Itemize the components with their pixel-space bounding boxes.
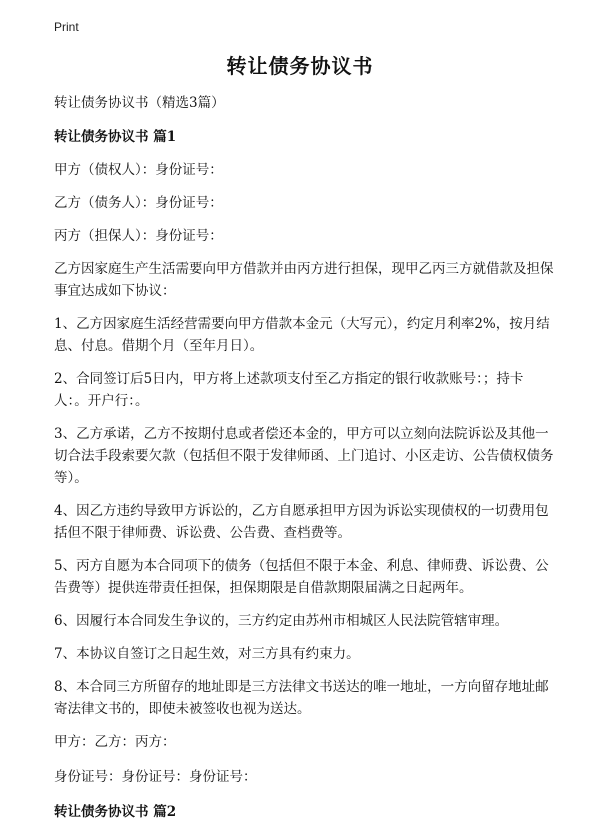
document-subtitle: 转让债务协议书（精选3篇） [54, 95, 225, 111]
party-b-field: 乙方（债务人）：身份证号： [54, 195, 223, 211]
clause-8: 8、本合同三方所留存的地址即是三方法律文书送达的唯一地址，一方向留存地址邮寄法律文书的，即使未被签收也视为送达。 [54, 679, 549, 717]
clause-4: 4、因乙方违约导致甲方诉讼的，乙方自愿承担甲方因为诉讼实现债权的一切费用包括但不限于律师费、诉讼费、公告费、查档费等。 [54, 503, 549, 541]
signature-parties: 甲方：乙方：丙方： [54, 734, 176, 750]
party-c-field: 丙方（担保人）：身份证号： [54, 228, 223, 244]
document-body [54, 92, 554, 834]
print-label[interactable]: Print [54, 20, 79, 34]
document-title: 转让债务协议书 [226, 54, 374, 78]
signature-id-numbers: 身份证号：身份证号：身份证号： [54, 769, 257, 785]
clause-7: 7、本协议自签订之日起生效，对三方具有约束力。 [54, 646, 360, 662]
clause-1: 1、乙方因家庭生活经营需要向甲方借款本金元（大写元），约定月利率2%，按月结息、付息。借期个月（至年月日）。 [54, 316, 550, 354]
section-1-heading: 转让债务协议书 篇1 [54, 129, 177, 145]
intro-paragraph: 乙方因家庭生产生活需要向甲方借款并由丙方进行担保，现甲乙丙三方就借款及担保事宜达成如下协议： [54, 261, 554, 299]
clause-5: 5、丙方自愿为本合同项下的债务（包括但不限于本金、利息、律师费、诉讼费、公告费等）提供连带责任担保，担保期限是自借款期限届满之日起两年。 [54, 558, 549, 596]
party-a-field: 甲方（债权人）：身份证号： [54, 162, 223, 178]
clause-3: 3、乙方承诺，乙方不按期付息或者偿还本金的，甲方可以立刻向法院诉讼及其他一切合法手段索要欠款（包括但不限于发律师函、上门追讨、小区走访、公告债权债务等）。 [54, 426, 554, 486]
clause-6: 6、因履行本合同发生争议的，三方约定由苏州市相城区人民法院管辖审理。 [54, 613, 509, 629]
clause-2: 2、合同签订后5日内，甲方将上述款项支付至乙方指定的银行收款账号：；持卡人：。开户行：。 [54, 371, 524, 409]
section-2-heading: 转让债务协议书 篇2 [54, 804, 177, 820]
